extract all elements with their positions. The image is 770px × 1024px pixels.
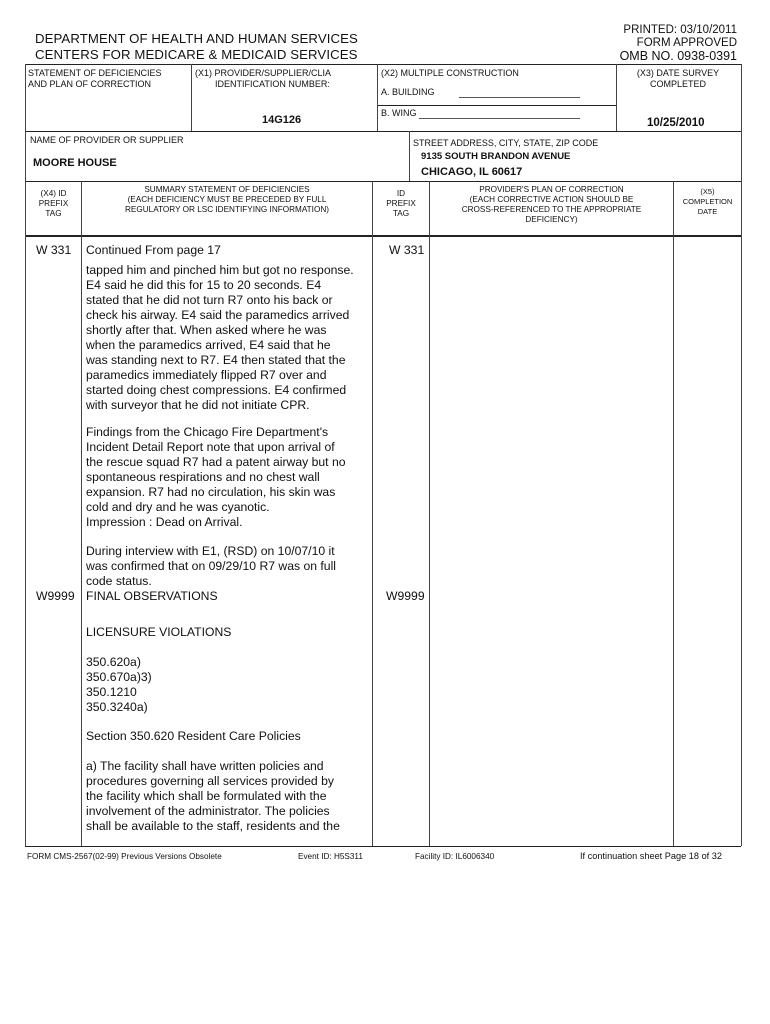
final-observations: FINAL OBSERVATIONS bbox=[86, 589, 218, 603]
address-line-2: CHICAGO, IL 60617 bbox=[421, 166, 523, 178]
x3-label: (X3) DATE SURVEY COMPLETED bbox=[636, 68, 720, 89]
x3-value: 10/25/2010 bbox=[647, 117, 705, 129]
rule-bottom bbox=[25, 846, 741, 847]
dept-line-1: DEPARTMENT OF HEALTH AND HUMAN SERVICES bbox=[35, 31, 358, 46]
tag-w9999-left: W9999 bbox=[36, 589, 75, 603]
form-approved: FORM APPROVED bbox=[636, 37, 737, 49]
rule-top bbox=[25, 64, 741, 65]
rule-provider bbox=[25, 131, 741, 132]
omb-number: OMB NO. 0938-0391 bbox=[619, 49, 737, 63]
col-divider-3 bbox=[429, 181, 430, 846]
dept-line-2: CENTERS FOR MEDICARE & MEDICAID SERVICES bbox=[35, 47, 358, 62]
rule-columns-bottom bbox=[25, 235, 741, 237]
provider-name: MOORE HOUSE bbox=[33, 157, 117, 169]
divider-address bbox=[409, 131, 410, 181]
rule-columns-top bbox=[25, 181, 741, 182]
x2-label: (X2) MULTIPLE CONSTRUCTION bbox=[381, 68, 519, 78]
x5-header: (X5) COMPLETION DATE bbox=[682, 187, 733, 216]
provider-name-label: NAME OF PROVIDER OR SUPPLIER bbox=[30, 135, 184, 145]
summary-header: SUMMARY STATEMENT OF DEFICIENCIES (EACH DEFICIENCY MUST BE PRECEDED BY FULL REGULATORY OR LSC IDENTIFYING INFORMATION) bbox=[125, 185, 329, 214]
regulation-codes: 350.620a) 350.670a)3) 350.1210 350.3240a) bbox=[86, 655, 152, 714]
print-info bbox=[620, 24, 737, 63]
footer-event: Event ID: H5S311 bbox=[298, 852, 363, 861]
id-header: ID PREFIX TAG bbox=[386, 189, 416, 218]
deficiency-text-b: Findings from the Chicago Fire Department's Incident Detail Report note that upon arrival of the rescue squad R7 had a patent airway but no spontaneous respirations and no chest wall expansion. R7 had no circulation, his skin was cold and dry and he was cyanotic. Impression : Dead on Arrival. bbox=[86, 425, 346, 529]
x1-value: 14G126 bbox=[262, 114, 302, 126]
section-heading: Section 350.620 Resident Care Policies bbox=[86, 729, 301, 743]
deficiency-text-a: Continued From page 17 tapped him and pinched him but got no response. E4 said he did this for 15 to 20 seconds. E4 stated that he did not turn R7 onto his back or check his airway. E4 said the paramedics arrived shortly after that. When asked where he was when the paramedics arrived, E4 said that he was standing next to R7. E4 then stated that the paramedics immediately flipped R7 over and started doing chest compressions. E4 confirmed with surveyor that he did not initiate CPR. bbox=[86, 243, 354, 412]
address-line-1: 9135 SOUTH BRANDON AVENUE bbox=[421, 151, 571, 162]
deficiency-text-d: a) The facility shall have written policies and procedures governing all services provided by the facility which shall be formulated with the involvement of the administrator. The policies shall be available to the staff, residents and the bbox=[86, 759, 340, 833]
tag-w331-left: W 331 bbox=[36, 243, 72, 257]
footer-page: If continuation sheet Page 18 of 32 bbox=[580, 851, 723, 861]
divider-x1 bbox=[191, 64, 192, 131]
statement-label: STATEMENT OF DEFICIENCIES AND PLAN OF CORRECTION bbox=[28, 68, 162, 89]
wing-label: B. WING bbox=[381, 108, 417, 118]
licensure-violations: LICENSURE VIOLATIONS bbox=[86, 625, 232, 639]
deficiency-text-c: During interview with E1, (RSD) on 10/07/10 it was confirmed that on 09/29/10 R7 was on full code status. bbox=[86, 544, 336, 588]
col-divider-2 bbox=[372, 181, 373, 846]
col-divider-1 bbox=[81, 181, 82, 846]
wing-blank bbox=[419, 118, 580, 119]
x4-header: (X4) ID PREFIX TAG bbox=[38, 189, 69, 218]
col-divider-4 bbox=[673, 181, 674, 846]
building-label: A. BUILDING bbox=[381, 87, 435, 97]
border-left bbox=[25, 64, 26, 846]
address-label: STREET ADDRESS, CITY, STATE, ZIP CODE bbox=[413, 138, 599, 148]
rule-building-wing bbox=[377, 105, 616, 106]
plan-header: PROVIDER'S PLAN OF CORRECTION (EACH CORRECTIVE ACTION SHOULD BE CROSS-REFERENCED TO THE APPROPRIATE DEFICIENCY) bbox=[461, 185, 642, 224]
building-blank bbox=[459, 97, 580, 98]
border-right bbox=[741, 64, 742, 846]
footer-facility: Facility ID: IL6006340 bbox=[415, 852, 495, 861]
footer-form: FORM CMS-2567(02-99) Previous Versions Obsolete bbox=[27, 852, 222, 861]
tag-w9999-right: W9999 bbox=[386, 589, 425, 603]
tag-w331-right: W 331 bbox=[389, 243, 425, 257]
printed-date: PRINTED: 03/10/2011 bbox=[623, 24, 737, 36]
x1-label: (X1) PROVIDER/SUPPLIER/CLIA IDENTIFICATION NUMBER: bbox=[195, 68, 332, 89]
divider-x2 bbox=[377, 64, 378, 131]
agency-header bbox=[35, 31, 358, 63]
